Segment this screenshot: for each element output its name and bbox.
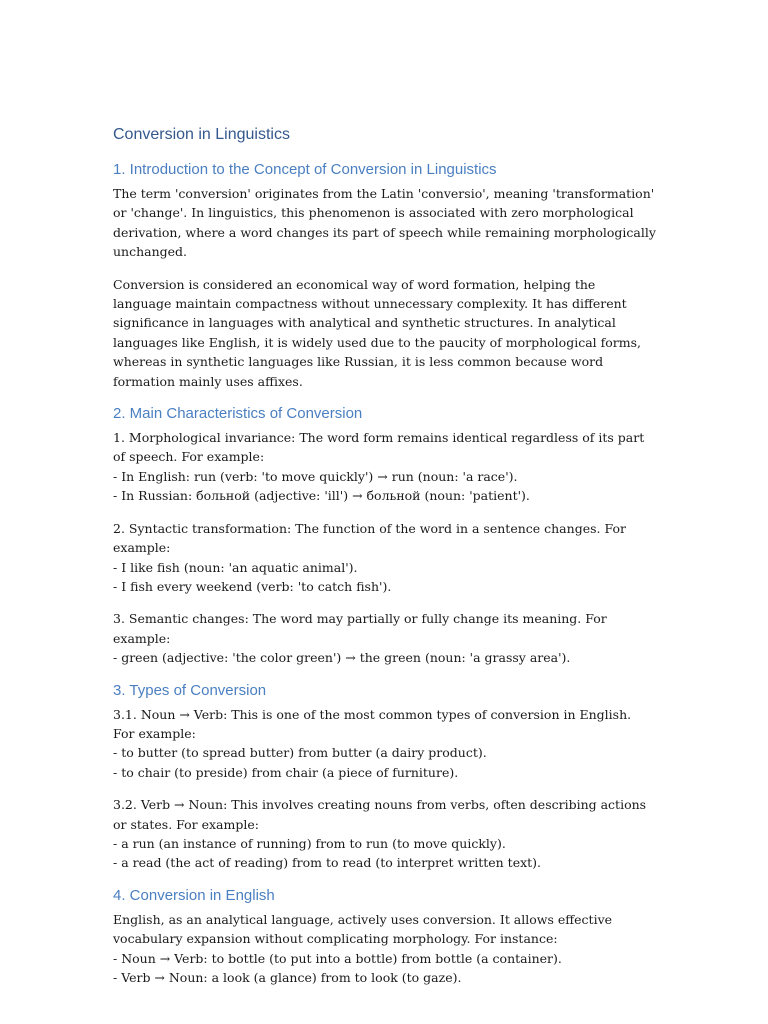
section-heading: 3. Types of Conversion: [113, 681, 267, 699]
section-heading: 1. Introduction to the Concept of Conversion in Linguistics: [113, 161, 497, 178]
paragraph: 3. Semantic changes: The word may partially or fully change its meaning. For example: - green (adjective: 'the color green') → the green (noun: 'a grassy area').: [113, 611, 607, 666]
document-title: Conversion in Linguistics: [113, 126, 290, 143]
paragraph: English, as an analytical language, actively uses conversion. It allows effective vocabulary expansion without complicating morphology. For instance: - Noun → Verb: to bottle (to put into a bottle) from bottle (a container). - Verb → Noun: a look (a glance) from to look (to gaze).: [113, 911, 613, 985]
section-heading: 4. Conversion in English: [113, 886, 275, 904]
paragraph: Conversion is considered an economical way of word formation, helping the language maintain compactness without unnecessary complexity. It has different significance in languages with analytical and synthetic structures. In analytical languages like English, it is widely used due to the paucity of morphological forms, whereas in synthetic languages like Russian, it is less common because word formation mainly uses affixes.: [113, 276, 641, 389]
paragraph: 2. Syntactic transformation: The function of the word in a sentence changes. For example: - I like fish (noun: 'an aquatic animal'). - I fish every weekend (verb: 'to catch fish').: [113, 520, 626, 594]
section-conversion-in-english: [113, 886, 656, 988]
section-main-characteristics: [113, 404, 656, 667]
paragraph: 3.1. Noun → Verb: This is one of the most common types of conversion in English. For example: - to butter (to spread butter) from butter (a dairy product). - to chair (to preside) from chair (a piece of furniture).: [113, 706, 632, 780]
section-types-of-conversion: [113, 681, 656, 873]
section-heading: 2. Main Characteristics of Conversion: [113, 405, 363, 423]
section-introduction: [113, 160, 656, 391]
paragraph: 1. Morphological invariance: The word form remains identical regardless of its part of speech. For example: - In English: run (verb: 'to move quickly') → run (noun: 'a race'). - In Russian: больной (adjective: 'ill') → больной (noun: 'patient').: [113, 430, 645, 504]
paragraph: 3.2. Verb → Noun: This involves creating nouns from verbs, often describing actions or states. For example: - a run (an instance of running) from to run (to move quickly). - a read (the act of reading) from to read (to interpret written text).: [113, 797, 647, 871]
paragraph: The term 'conversion' originates from the Latin 'conversio', meaning 'transformation' or 'change'. In linguistics, this phenomenon is associated with zero morphological derivation, where a word changes its part of speech while remaining morphologically unchanged.: [113, 186, 656, 260]
